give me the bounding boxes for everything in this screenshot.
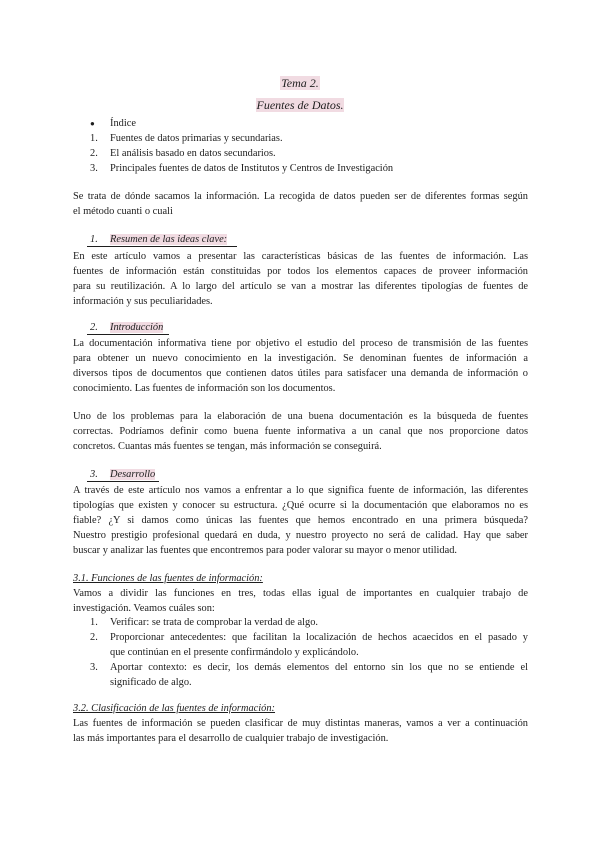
section-2-line: diversos tipos de documentos que contienen datos útiles para satisfacer una demanda de información o xyxy=(73,368,528,379)
section-2-line: para obtener un nuevo conocimiento en la investigación. Se denominan fuentes de información a xyxy=(73,353,528,364)
function-item-2: Proporcionar antecedentes: que facilitan la localización de hechos acaecidos en el pasado y xyxy=(110,632,528,643)
toc-num-2: 2. xyxy=(90,148,98,159)
section-3-rule xyxy=(87,481,159,482)
function-num-2: 2. xyxy=(90,632,98,643)
section-2-para2-line: concretos. Cuantas más fuentes se tengan, más información se conseguirá. xyxy=(73,441,382,452)
section-2-para2-line: Uno de los problemas para la elaboración de una buena documentación es la búsqueda de fuentes xyxy=(73,411,528,422)
subsection-3-2-heading: 3.2. Clasificación de las fuentes de información: xyxy=(73,703,276,714)
section-1-line: fuentes de información están constituidas por todos los elementos capaces de proveer información xyxy=(73,266,528,277)
section-3-line: Nuestro prestigio profesional quedará en duda, y nuestro proyecto no será de calidad. Hay que saber xyxy=(73,530,528,541)
section-1-title: Resumen de las ideas clave: xyxy=(110,234,228,245)
section-1-line: para su reutilización. A lo largo del artículo se van a mostrar las diferentes tipologías de fuentes de xyxy=(73,281,528,292)
section-1-line: En este artículo vamos a presentar las características básicas de las fuentes de información. Las xyxy=(73,251,528,262)
function-num-1: 1. xyxy=(90,617,98,628)
section-2-rule xyxy=(87,334,169,335)
section-1-line: información y sus peculiaridades. xyxy=(73,296,213,307)
function-item-2-cont: que continúan en el presente confirmándolo y explicándolo. xyxy=(110,647,359,658)
section-2-number: 2. xyxy=(90,322,98,333)
section-3-line: fiable? ¿Y si damos como únicas las fuentes que hemos encontrado en una primera búsqueda? xyxy=(73,515,528,526)
intro-line-2: el método cuanti o cuali xyxy=(73,206,173,217)
section-1-rule xyxy=(87,246,237,247)
section-3-number: 3. xyxy=(90,469,98,480)
section-2-para2-line: correctas. Podríamos definir como buena fuente informativa a un canal que nos proporcione datos xyxy=(73,426,528,437)
function-num-3: 3. xyxy=(90,662,98,673)
toc-num-1: 1. xyxy=(90,133,98,144)
subsection-3-1-line: investigación. Veamos cuáles son: xyxy=(73,603,215,614)
subsection-3-2-line: Las fuentes de información se pueden clasificar de muy distintas maneras, vamos a ver a continuación xyxy=(73,718,528,729)
toc-item-2: El análisis basado en datos secundarios. xyxy=(110,148,276,159)
subsection-3-2-line: las más importantes para el desarrollo de cualquier trabajo de investigación. xyxy=(73,733,389,744)
function-item-3-cont: significado de algo. xyxy=(110,677,192,688)
toc-item-3: Principales fuentes de datos de Institutos y Centros de Investigación xyxy=(110,163,394,174)
intro-line-1: Se trata de dónde sacamos la información. La recogida de datos pueden ser de diferentes formas según xyxy=(73,191,528,202)
section-3-line: A través de este artículo nos vamos a enfrentar a lo que significa fuente de información, las diferentes xyxy=(73,485,528,496)
document-title-line1: Tema 2. xyxy=(281,76,319,90)
section-3-title: Desarrollo xyxy=(110,469,156,480)
section-3-line: buscar y analizar las fuentes que encontremos para poder valorar su mayor o menor utilidad. xyxy=(73,545,458,556)
section-2-line: conocimiento. Las fuentes de información son los documentos. xyxy=(73,383,336,394)
bullet-marker: ● xyxy=(90,119,95,128)
section-2-title: Introducción xyxy=(110,322,164,333)
subsection-3-1-line: Vamos a dividir las funciones en tres, todas ellas igual de importantes en cualquier trabajo de xyxy=(73,588,528,599)
section-3-line: tipologías que existen y conocer su estructura. ¿Qué ocurre si la documentación que elaboramos no es xyxy=(73,500,528,511)
subsection-3-1-heading: 3.1. Funciones de las fuentes de información: xyxy=(73,573,263,584)
function-item-1: Verificar: se trata de comprobar la verdad de algo. xyxy=(110,617,318,628)
toc-num-3: 3. xyxy=(90,163,98,174)
toc-item-1: Fuentes de datos primarias y secundarias. xyxy=(110,133,283,144)
function-item-3: Aportar contexto: es decir, los demás elementos del entorno sin los que no se entiende el xyxy=(110,662,528,673)
toc-bullet: Índice xyxy=(110,118,136,129)
section-1-number: 1. xyxy=(90,234,98,245)
section-2-line: La documentación informativa tiene por objetivo el estudio del proceso de transmisión de las fuentes xyxy=(73,338,528,349)
document-title-line2: Fuentes de Datos. xyxy=(256,98,344,112)
